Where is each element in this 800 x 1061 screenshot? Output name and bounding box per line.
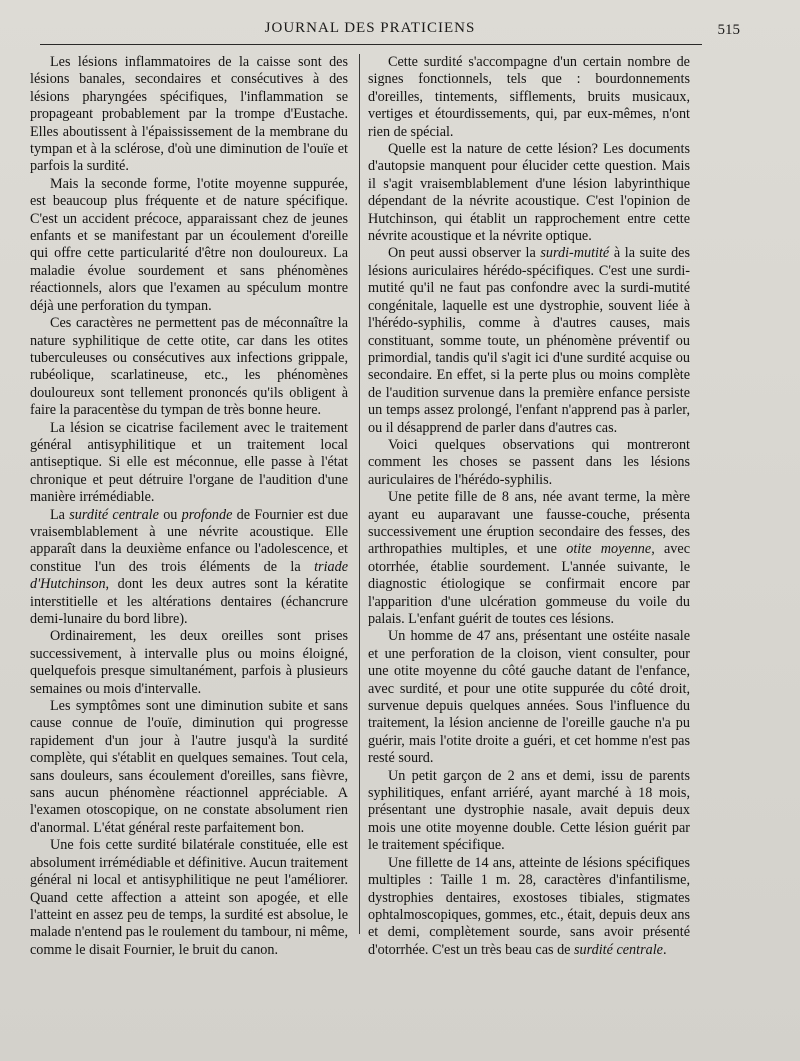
text-run: On peut aussi observer la — [388, 245, 541, 262]
running-head — [40, 14, 740, 48]
text-run: , avec otorrhée, établie sourdement. L'année suivante, le diagnostic étiologique se confirmait encore par l'apparition d'une ulcération gommeuse du voile du palais. L'enfant guérit de toutes ces lésions. — [368, 541, 690, 627]
text-run: La — [50, 506, 70, 523]
italic-term: otite moyenne — [566, 541, 652, 558]
journal-title: JOURNAL DES PRATICIENS — [264, 20, 476, 36]
text-run: Une fillette de 14 ans, atteinte de lésions spécifiques multiples : Taille 1 m. 28, caractères d'infantilisme, dystrophies dentaires, exostoses tibiales, stigmates ophtalmoscopiques, gommes, etc., était, depuis deux ans et demi, complètement sourde, sans avoir présenté d'otorrhée. C'est un très beau cas de — [368, 854, 690, 958]
paragraph: Quelle est la nature de cette lésion? Les documents d'autopsie manquent pour élucider cette question. Mais il s'agit vraisemblablement d'une lésion labyrinthique dépendant de la névrite acoustique. C'est l'opinion de Hutchinson, qui établit un rapprochement entre cette névrite acoustique et la névrite optique. — [368, 141, 690, 245]
italic-term: surdité centrale — [69, 506, 159, 523]
text-run: à la suite des lésions auriculaires hérédo-spécifiques. C'est une surdi-mutité qu'il ne faut pas confondre avec la surdi-mutité congénitale, laquelle est une dystrophie, souvent liée à l'hérédo-syphilis, comme à d'autres causes, mais constituant, somme toute, un phénomène préventif ou primordial, tandis qu'il s'agit ici d'une surdité acquise ou secondaire. En effet, si la perte plus ou moins complète de l'audition survenue dans la première enfance persiste un temps assez prolongé, l'enfant n'apprend pas à parler, ou il désapprend de parler dans d'autres cas. — [368, 245, 690, 436]
text-run: . — [662, 941, 667, 958]
paragraph: Cette surdité s'accompagne d'un certain nombre de signes fonctionnels, tels que : bourdonnements d'oreilles, tintements, sifflements, bruits musicaux, vertiges et étourdissements, qui, par eux-mêmes, n'ont rien de spécial. — [368, 54, 690, 140]
paragraph: La lésion se cicatrise facilement avec le traitement général antisyphilitique et un traitement local antiseptique. Si elle est méconnue, elle passe à l'état chronique et peut détruire l'organe de l'audition d'une manière irrémédiable. — [30, 419, 348, 506]
paragraph — [368, 245, 690, 436]
italic-term: surdité centrale — [574, 941, 663, 958]
text-run: Une petite fille de 8 ans, née avant terme, la mère ayant eu auparavant une fausse-couche, présenta successivement une éruption secondaire des fesses, des arthropathies multiples, et une — [368, 489, 690, 558]
text-run: ou — [158, 506, 182, 523]
italic-term: profonde — [181, 506, 233, 523]
paragraph: Les symptômes sont une diminution subite et sans cause connue de l'ouïe, diminution qui progresse rapidement d'un jour à l'autre jusqu'à la surdité complète, qui s'établit en quelques semaines. Tout cela, sans douleurs, sans écoulement d'oreilles, sans fièvre, sans aucun phénomène réactionnel appréciable. A l'examen otoscopique, on ne constate absolument rien d'anormal. L'état général reste parfaitement bon. — [30, 698, 348, 836]
paragraph — [368, 489, 690, 628]
text-run: de Fournier est due vraisemblablement à une névrite acoustique. Elle apparaît dans la deuxième enfance ou l'adolescence, et constitue l'un des trois éléments de la — [30, 506, 349, 575]
paragraph: Les lésions inflammatoires de la caisse sont des lésions banales, secondaires et consécutives à des lésions pharyngées spécifiques, l'inflammation se propageant probablement par la trompe d'Eustache. Elles aboutissent à l'épaississement de la membrane du tympan et à la sclérose, d'où une diminution de l'ouïe et parfois la surdité. — [30, 54, 348, 175]
paragraph: Mais la seconde forme, l'otite moyenne suppurée, est beaucoup plus fréquente et de nature spécifique. C'est un accident précoce, apparaissant chez de jeunes enfants et se manifestant par un écoulement d'oreille qui offre cette particularité d'être non douloureux. La maladie évolue sourdement et sans phénomènes réactionnels, alors que l'examen au spéculum montre déjà une perforation du tympan. — [30, 175, 348, 314]
left-column — [30, 54, 348, 959]
column-divider — [359, 54, 360, 934]
paragraph: Un petit garçon de 2 ans et demi, issu de parents syphilitiques, enfant arriéré, ayant marché à 18 mois, présentant une dystrophie nasale, avait depuis deux mois une otite moyenne double. Cette lésion guérit par le traitement spécifique. — [368, 767, 690, 854]
right-column — [368, 54, 690, 959]
paragraph: Ordinairement, les deux oreilles sont prises successivement, à intervalle plus ou moins éloigné, quelquefois presque simultanément, parfois à plusieurs semaines ou mois d'intervalle. — [30, 628, 348, 697]
italic-term: surdi-mutité — [540, 245, 610, 262]
header-rule — [40, 44, 702, 45]
paragraph — [368, 855, 690, 959]
paragraph: Une fois cette surdité bilatérale constituée, elle est absolument irrémédiable et définitive. Aucun traitement général ni local et antisyphilitique ne peut l'améliorer. Quand cette affection a atteint son apogée, et elle l'atteint en assez peu de temps, la surdité est absolue, le malade n'entend pas le roulement du tambour, ni même, comme le disait Fournier, le bruit du canon. — [30, 837, 348, 958]
paragraph: Ces caractères ne permettent pas de méconnaître la nature syphilitique de cette otite, car dans les otites tuberculeuses ou consécutives aux infections grippale, rubéolique, scarlatineuse, etc., les phénomènes douloureux sont tellement prononcés qu'ils obligent à faire la paracentèse du tympan de très bonne heure. — [30, 315, 348, 419]
paragraph — [30, 507, 348, 629]
paragraph: Voici quelques observations qui montreront comment les choses se passent dans les lésions auriculaires de l'hérédo-syphilis. — [368, 436, 690, 488]
paragraph: Un homme de 47 ans, présentant une ostéite nasale et une perforation de la cloison, vient consulter, pour une otite moyenne du côté gauche datant de l'enfance, avec surdité, et pour une otite suppurée du côté droit, survenue depuis quelques années. Sous l'influence du traitement, la lésion ancienne de l'oreille gauche n'a pu guérir, mais l'otite droite a guéri, et cet homme n'est pas resté sourd. — [368, 628, 690, 767]
text-run: , dont les deux autres sont la kératite interstitielle et les altérations dentaires (échancrure demi-lunaire du bord libre). — [30, 576, 348, 627]
italic-term: triade d'Hutchinson — [30, 558, 348, 593]
page-number: 515 — [717, 22, 740, 38]
